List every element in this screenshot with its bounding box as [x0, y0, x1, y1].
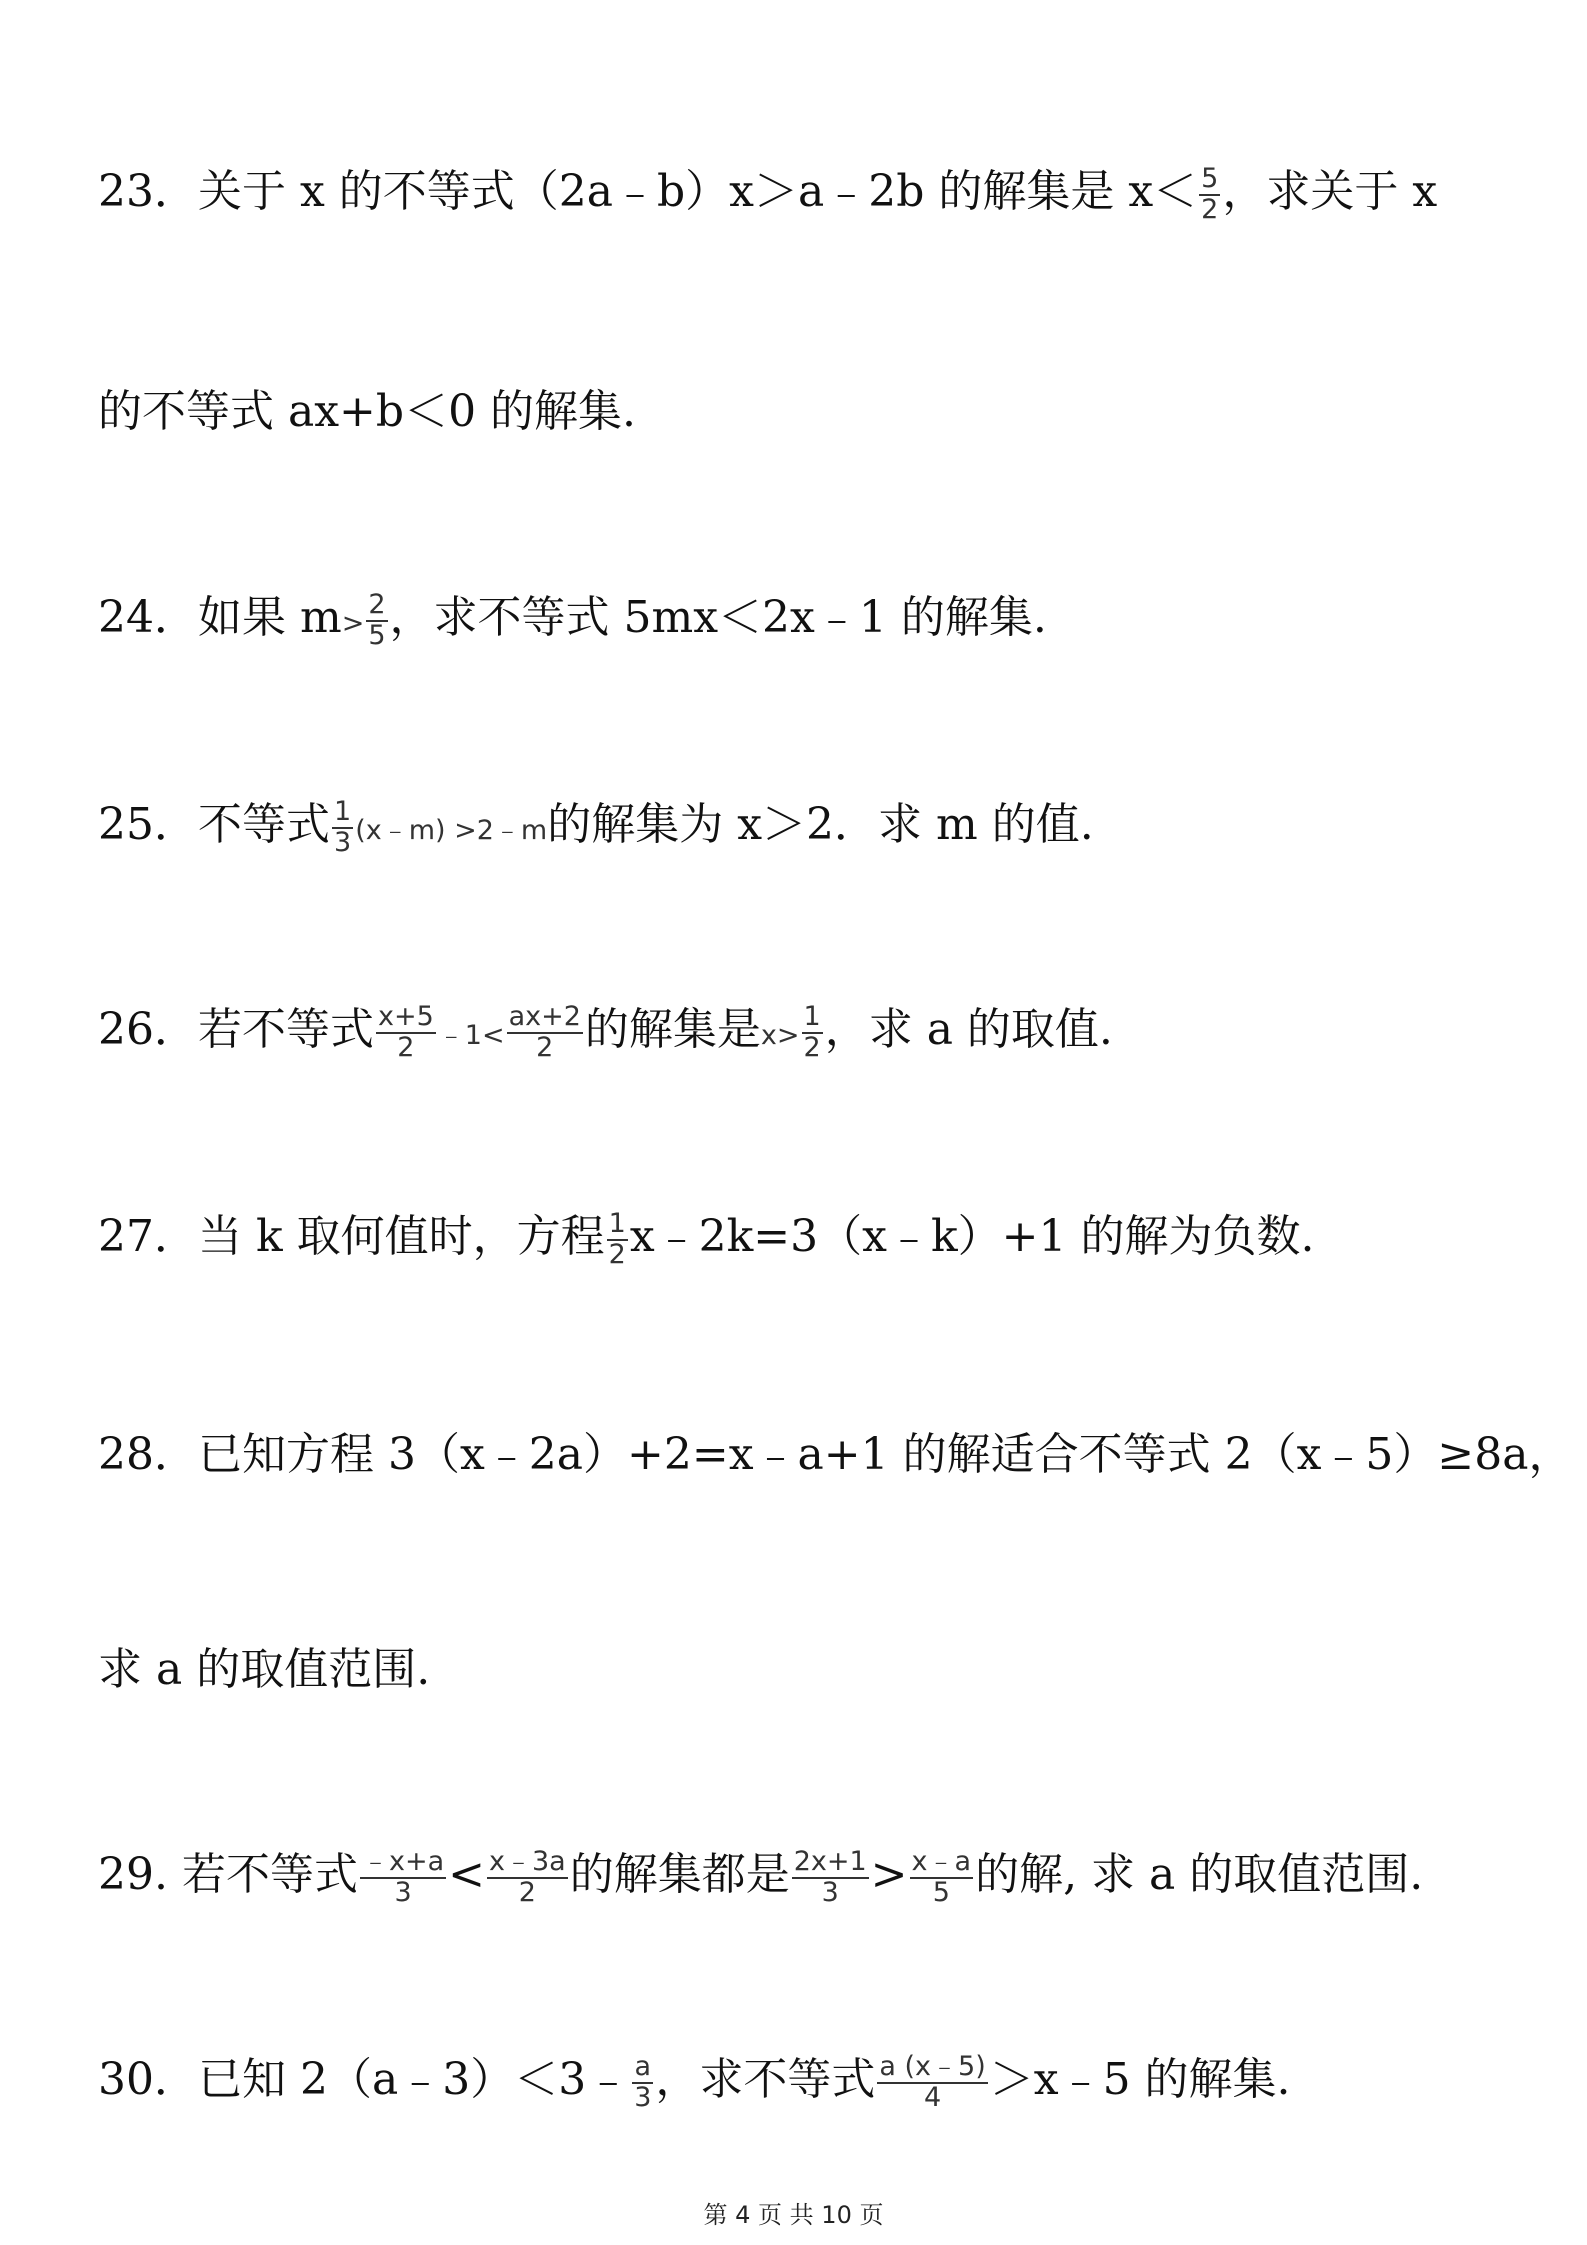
fraction-denominator: 2 — [518, 1876, 536, 1908]
fraction-denominator: 3 — [334, 826, 352, 858]
problem-26-text-a: 26．若不等式 — [98, 1004, 374, 1055]
problem-26 — [98, 1000, 1113, 1066]
fraction-numerator: ﹣x+a — [361, 1846, 445, 1878]
problem-29-gt-symbol: > — [870, 1849, 908, 1900]
fraction-denominator: 3 — [634, 2081, 652, 2113]
fraction-denominator: 4 — [923, 2081, 942, 2113]
problem-24-fraction — [366, 591, 387, 650]
problem-29-text-c: 的解, 求 a 的取值范围. — [975, 1849, 1424, 1900]
problem-30-text-a: 30．已知 2（a﹣3）＜3﹣ — [98, 2054, 631, 2105]
problem-25-fraction — [332, 798, 353, 857]
problem-26-fraction-3 — [802, 1003, 823, 1062]
problem-26-x-gt: x> — [760, 1020, 800, 1051]
problem-23-line-2 — [98, 382, 636, 442]
fraction-numerator: 2 — [368, 589, 386, 621]
problem-29-fraction-1 — [360, 1848, 446, 1907]
problem-28-text-line2: 求 a 的取值范围. — [98, 1644, 431, 1695]
problem-29-text-b: 的解集都是 — [569, 1849, 790, 1900]
problem-29-fraction-3 — [792, 1848, 869, 1907]
problem-26-fraction-1 — [376, 1003, 436, 1062]
fraction-denominator: 3 — [394, 1876, 412, 1908]
fraction-numerator: a (x﹣5) — [879, 2051, 986, 2083]
fraction-numerator: x﹣a — [911, 1846, 972, 1878]
problem-24-text-b: ，求不等式 5mx＜2x﹣1 的解集. — [389, 592, 1047, 643]
problem-23-text-a: 23．关于 x 的不等式（2a﹣b）x＞a﹣2b 的解集是 x＜ — [98, 166, 1198, 217]
fraction-denominator: 2 — [608, 1238, 626, 1270]
fraction-denominator: 5 — [932, 1876, 950, 1908]
fraction-numerator: 1 — [334, 796, 352, 828]
fraction-denominator: 2 — [536, 1031, 554, 1063]
fraction-numerator: ax+2 — [508, 1001, 581, 1033]
problem-23-fraction — [1199, 165, 1220, 224]
problem-28-text-line1: 28．已知方程 3（x﹣2a）+2=x﹣a+1 的解适合不等式 2（x﹣5）≥8a， — [98, 1429, 1573, 1480]
problem-29-fraction-2 — [487, 1848, 568, 1907]
fraction-numerator: 2x+1 — [793, 1846, 867, 1878]
problem-26-text-c: ，求 a 的取值. — [824, 1004, 1113, 1055]
problem-25-text-b: 的解集为 x＞2．求 m 的值. — [547, 799, 1094, 850]
problem-27-text-a: 27．当 k 取何值时，方程 — [98, 1211, 605, 1262]
problem-29-text-a: 29. 若不等式 — [98, 1849, 358, 1900]
problem-27-text-b: x﹣2k=3（x﹣k）+1 的解为负数. — [629, 1211, 1315, 1262]
problem-28-line-1 — [98, 1425, 1573, 1485]
problem-25-inline-expression: (x﹣m) >2﹣m — [355, 815, 548, 846]
fraction-numerator: 5 — [1201, 163, 1219, 195]
problem-27 — [98, 1207, 1314, 1269]
problem-28-line-2 — [98, 1640, 430, 1700]
fraction-numerator: a — [632, 2053, 653, 2083]
problem-30-text-b: ，求不等式 — [655, 2054, 876, 2105]
problem-23-line-1 — [98, 162, 1437, 224]
fraction-denominator: 2 — [803, 1031, 821, 1063]
problem-27-fraction — [607, 1210, 628, 1269]
problem-30-text-c: ＞x﹣5 的解集. — [989, 2054, 1291, 2105]
problem-23-text-b: ，求关于 x — [1222, 166, 1438, 217]
problem-25-text-a: 25．不等式 — [98, 799, 330, 850]
fraction-numerator: 1 — [608, 1208, 626, 1240]
problem-23-text-line2: 的不等式 ax+b＜0 的解集. — [98, 386, 637, 437]
problem-29-lt-symbol: < — [448, 1849, 485, 1900]
fraction-numerator: x+5 — [378, 1001, 434, 1033]
fraction-denominator: 2 — [397, 1031, 415, 1063]
problem-24-gt-symbol: > — [341, 608, 365, 639]
problem-24 — [98, 588, 1047, 654]
fraction-numerator: x﹣3a — [489, 1846, 566, 1878]
problem-26-text-b: 的解集是 — [584, 1004, 761, 1055]
problem-26-inline-expression: ﹣1< — [437, 1020, 505, 1051]
fraction-denominator: 2 — [1201, 193, 1219, 225]
problem-29-fraction-4 — [910, 1848, 974, 1907]
problem-26-fraction-2 — [507, 1003, 583, 1062]
problem-30-fraction-1 — [632, 2053, 653, 2112]
fraction-denominator: 3 — [821, 1876, 839, 1908]
fraction-numerator: 1 — [803, 1001, 821, 1033]
fraction-denominator: 5 — [368, 619, 386, 651]
problem-25 — [98, 795, 1094, 861]
page-footer: 第 4 页 共 10 页 — [703, 2201, 884, 2229]
problem-29 — [98, 1845, 1423, 1907]
problem-30-fraction-2 — [877, 2053, 987, 2112]
problem-30 — [98, 2050, 1291, 2112]
problem-24-text-a: 24．如果 m — [98, 592, 342, 643]
